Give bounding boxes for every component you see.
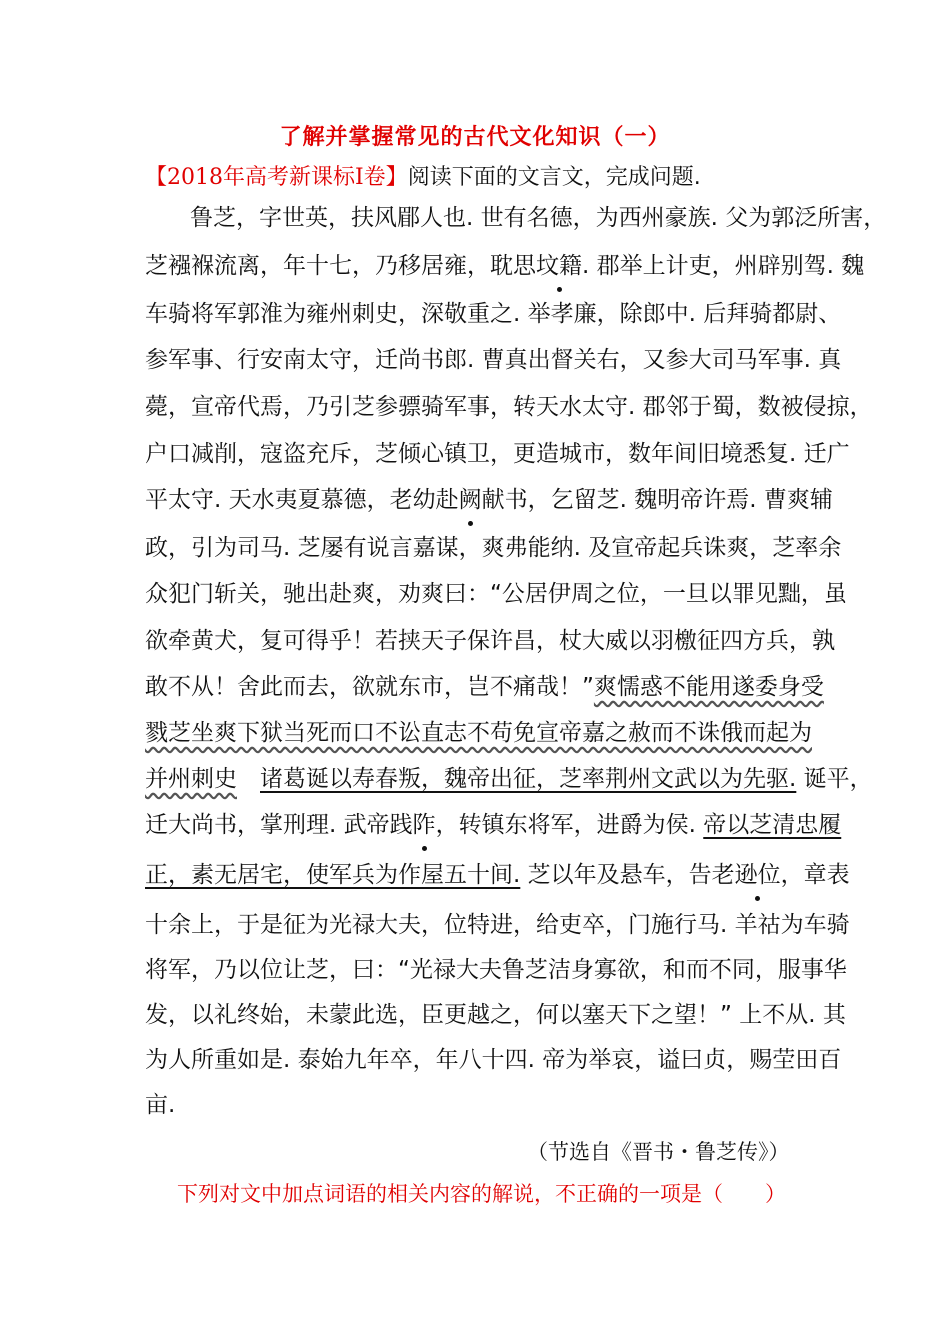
dotted-term-que: 阙 <box>458 487 482 513</box>
passage-line-12 <box>145 718 812 748</box>
passage-line-8: 政，引为司马. 芝屡有说言嘉谋，爽弗能纳. 及宣帝起兵诛爽，芝率余 <box>145 535 842 561</box>
passage-line-3: 车骑将军郭淮为雍州刺史，深敬重之. 举孝廉，除郎中. 后拜骑都尉、 <box>145 301 842 327</box>
passage-line-1: 鲁芝，字世英，扶风郿人也. 世有名德，为西州豪族. 父为郭泛所害， <box>190 205 887 231</box>
passage-source: （节选自《晋书・鲁芝传》） <box>527 1140 790 1164</box>
passage-line-5: 薨，宣帝代焉，乃引芝参骠骑军事，转天水太守. 郡邻于蜀，数被侵掠， <box>145 394 873 420</box>
punctuation-question-segment: 爽懦惑不能用遂委身受 <box>593 674 824 700</box>
passage-line-9: 众犯门斩关，驰出赴爽，劝爽曰：“公居伊周之位，一旦以罪见黜，虽 <box>145 581 847 607</box>
page-title: 了解并掌握常见的古代文化知识（一） <box>279 125 671 150</box>
passage-line-20: 亩. <box>145 1092 176 1118</box>
passage-line-19: 为人所重如是. 泰始九年卒，年八十四. 帝为举哀，谥曰贞，赐茔田百 <box>145 1047 842 1073</box>
passage-line-17: 将军，乃以位让芝，曰：“光禄大夫鲁芝洁身寡欲，和而不同，服事华 <box>145 957 847 983</box>
passage-line-18: 发，以礼终始，未蒙此选，臣更越之，何以塞天下之望！” 上不从. 其 <box>145 1002 846 1028</box>
question-text: 下列对文中加点词语的相关内容的解说，不正确的一项是（ ） <box>177 1182 786 1206</box>
punctuation-question-segment-3: 并州刺史 <box>145 766 237 792</box>
passage-line-11: 敢不从！舍此而去，欲就东市，岂不痛哉！”爽懦惑不能用遂委身受 <box>145 674 824 700</box>
underlined-sentence-2-cont: 正，素无居宅，使军兵为作屋五十间. <box>145 862 521 888</box>
lead-line <box>145 160 701 191</box>
passage-line-10: 欲牵黄犬，复可得乎！若挟天子保许昌，杖大威以羽檄征四方兵，孰 <box>145 628 835 654</box>
underlined-sentence-2: 帝以芝清忠履 <box>703 812 842 838</box>
passage-line-13: 并州刺史 诸葛诞以寿春叛，魏帝出征，芝率荆州文武以为先驱. 诞平， <box>145 766 873 792</box>
dotted-term-xunwei: 逊位 <box>734 862 781 888</box>
passage-line-14: 迁大尚书，掌刑理. 武帝践阼，转镇东将军，进爵为侯. 帝以芝清忠履 <box>145 812 842 838</box>
passage-line-7: 平太守. 天水夷夏慕德，老幼赴阙献书，乞留芝. 魏明帝许焉. 曹爽辅 <box>145 487 833 513</box>
passage-line-4: 参军事、行安南太守，迁尚书郎. 曹真出督关右，又参大司马军事. 真 <box>145 347 842 373</box>
underlined-sentence-1: 诸葛诞以寿春叛，魏帝出征，芝率荆州文武以为先驱. <box>260 766 797 792</box>
passage-line-2: 芝襁褓流离，年十七，乃移居雍，耽思坟籍. 郡举上计吏，州辟别驾. 魏 <box>145 253 865 279</box>
passage-line-16: 十余上，于是征为光禄大夫，位特进，给吏卒，门施行马. 羊祜为车骑 <box>145 912 850 938</box>
passage-line-6: 户口减削，寇盗充斥，芝倾心镇卫，更造城市，数年间旧境悉复. 迁广 <box>145 441 850 467</box>
passage-line-15: 正，素无居宅，使军兵为作屋五十间. 芝以年及悬车，告老逊位，章表 <box>145 862 850 888</box>
dotted-term-zuo: 阼 <box>412 812 436 838</box>
instruction-text: 阅读下面的文言文，完成问题. <box>407 165 701 190</box>
punctuation-question-segment-2: 戮芝坐爽下狱当死而口不讼直志不苟免宣帝嘉之赦而不诛俄而起为 <box>145 720 812 746</box>
dotted-term-fenji: 坟籍 <box>536 253 582 279</box>
exam-source-tag: 【2018年高考新课标Ⅰ卷】 <box>145 165 408 190</box>
